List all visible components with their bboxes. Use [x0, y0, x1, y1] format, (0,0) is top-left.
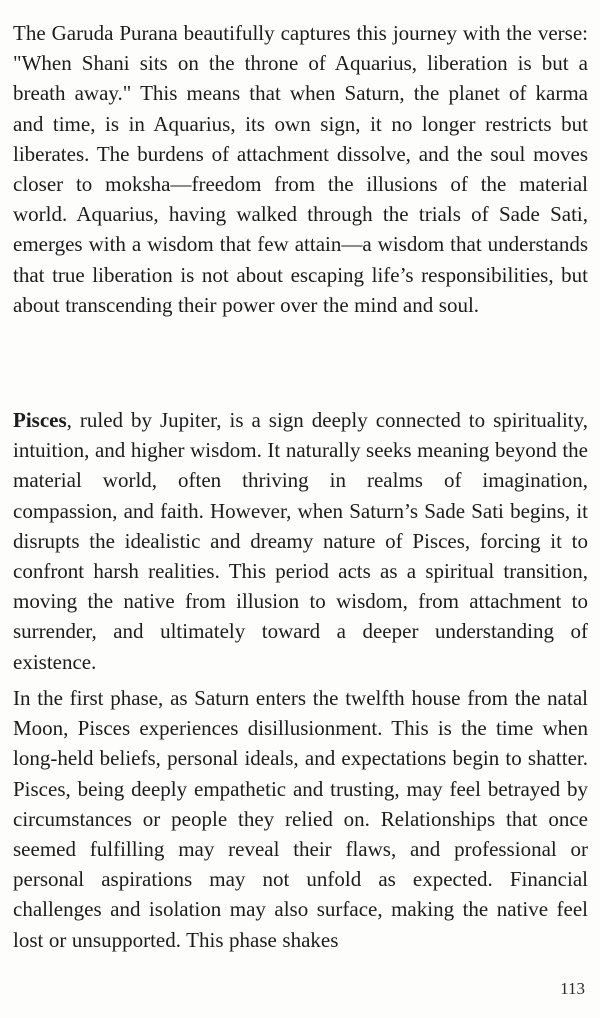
- paragraph-aquarius-liberation: The Garuda Purana beautifully captures this journey with the verse: "When Shani sits on the throne of Aquarius, liberation is but a breath away." This means that when Saturn, the planet of karma and time, is in Aquarius, its own sign, it no longer restricts but liberates. The burdens of attachment dissolve, and the soul moves closer to moksha—freedom from the illusions of the material world. Aquarius, having walked through the trials of Sade Sati, emerges with a wisdom that few attain—a wisdom that understands that true liberation is not about escaping life’s responsibilities, but about transcending their power over the mind and soul.: [13, 21, 588, 317]
- page-number: 113: [560, 979, 585, 998]
- pisces-heading-term: Pisces: [13, 408, 67, 432]
- paragraph-pisces-first-phase: In the first phase, as Saturn enters the twelfth house from the natal Moon, Pisces experiences disillusionment. This is the time when long-held beliefs, personal ideals, and expectations begin to shatter. Pisces, being deeply empathetic and trusting, may feel betrayed by circumstances or people they relied on. Relationships that once seemed fulfilling may reveal their flaws, and professional or personal aspirations may not unfold as expected. Financial challenges and isolation may also surface, making the native feel lost or unsupported. This phase shakes: [13, 686, 588, 952]
- paragraph-pisces-intro: [13, 405, 588, 677]
- pisces-intro-text: , ruled by Jupiter, is a sign deeply connected to spirituality, intuition, and higher wisdom. It naturally seeks meaning beyond the material world, often thriving in realms of imagination, compassion, and faith. However, when Saturn’s Sade Sati begins, it disrupts the idealistic and dreamy nature of Pisces, forcing it to confront harsh realities. This period acts as a spiritual transition, moving the native from illusion to wisdom, from attachment to surrender, and ultimately toward a deeper understanding of existence.: [13, 408, 588, 674]
